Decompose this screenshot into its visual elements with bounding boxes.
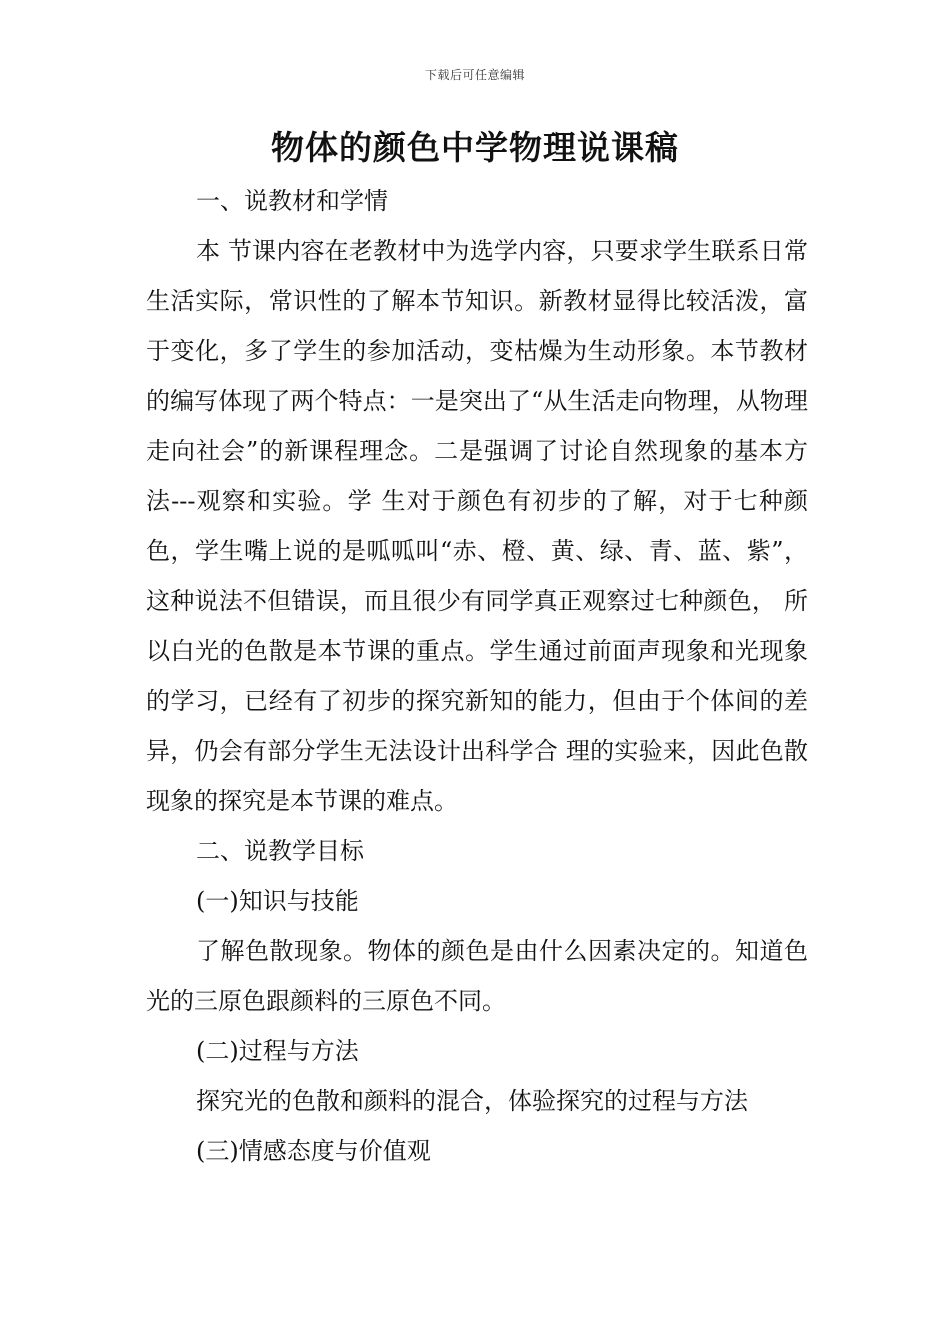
subsection-heading-process: (二)过程与方法	[196, 1037, 359, 1065]
subsection-heading-knowledge: (一)知识与技能	[196, 887, 359, 915]
paragraph-knowledge: 了解色散现象。物体的颜色是由什么因素决定的。知道色光的三原色跟颜料的三原色不同。	[146, 937, 808, 1015]
paragraph-process: 探究光的色散和颜料的混合，体验探究的过程与方法	[196, 1087, 748, 1115]
header-note: 下载后可任意编辑	[424, 68, 525, 82]
subsection-heading-attitude: (三)情感态度与价值观	[196, 1137, 431, 1165]
section-heading-textbook: 一、说教材和学情	[196, 187, 388, 215]
page-title: 物体的颜色中学物理说课稿	[271, 128, 679, 167]
paragraph-textbook-analysis: 本 节课内容在老教材中为选学内容，只要求学生联系日常生活实际，常识性的了解本节知识。新教材显得比较活泼，富于变化，多了学生的参加活动，变枯燥为生动形象。本节教材的编写体现了两个特点：一是突出了“从生活走向物理，从物理走向社会”的新课程理念。二是强调了讨论自然现象的基本方法---观察和实验。学 生对于颜色有初步的了解，对于七种颜色，学生嘴上说的是呱呱叫“赤、橙、黄、绿、青、蓝、紫”，这种说法不但错误，而且很少有同学真正观察过七种颜色， 所以白光的色散是本节课的重点。学生通过前面声现象和光现象的学习，已经有了初步的探究新知的能力，但由于个体间的差异，仍会有部分学生无法设计出科学合 理的实验来，因此色散现象的探究是本节课的难点。	[146, 237, 808, 815]
document-body	[146, 176, 808, 1176]
section-heading-objectives: 二、说教学目标	[196, 837, 364, 865]
